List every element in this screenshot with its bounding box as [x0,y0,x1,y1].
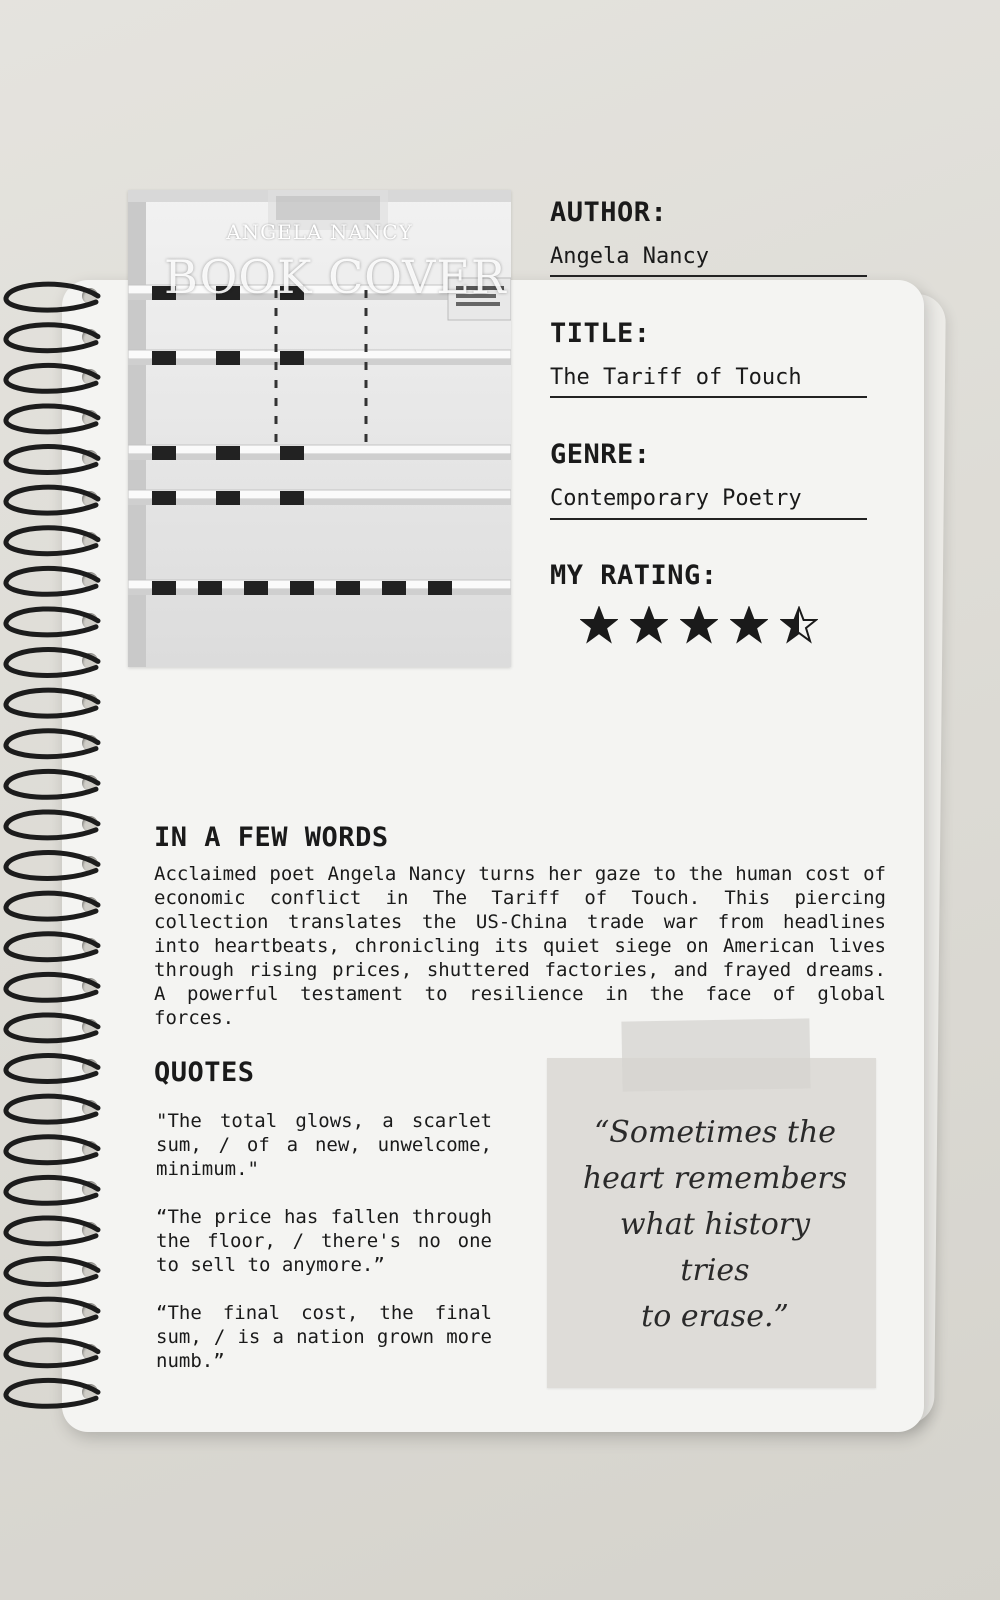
spiral-coil [6,406,98,432]
spiral-coil [6,1096,98,1122]
handwritten-line: to erase.” [641,1299,789,1334]
book-cover [128,190,511,667]
spiral-coil [6,1177,98,1203]
cover-shelf [128,490,511,499]
spiral-coil [6,690,98,716]
cover-shelf [128,580,511,589]
spiral-coil [6,609,98,635]
cover-price-tag [152,351,176,365]
handwritten-line: heart remembers [582,1161,848,1196]
quote-item: “The final cost, the final sum, / is a nation grown more numb.” [156,1302,492,1372]
spiral-binding [0,280,120,1430]
rating-label: MY RATING: [550,560,718,591]
genre-label: GENRE: [550,439,651,470]
cover-title: BOOK COVER [164,250,507,304]
spiral-coil [6,934,98,960]
cover-shelf-shadow [128,589,511,595]
spiral-coil [6,974,98,1000]
title-value: The Tariff of Touch [550,365,802,390]
quote-item: “The price has fallen through the floor, / there's no one to sell to anymore.” [156,1206,492,1276]
quote-item: "The total glows, a scarlet sum, / of a new, unwelcome, minimum." [156,1110,492,1180]
cover-price-tag [280,446,304,460]
genre-value: Contemporary Poetry [550,486,802,511]
author-underline [550,275,867,277]
cover-author: ANGELA NANCY [226,220,413,244]
handwritten-quote [555,1110,875,1340]
title-underline [550,396,867,398]
cover-price-tag [216,446,240,460]
spiral-coil [6,487,98,513]
cover-price-tag [280,351,304,365]
cover-price-tag [152,491,176,505]
spiral-coil [6,447,98,473]
cover-price-tag [152,581,176,595]
spiral-coil [6,893,98,919]
cover-price-tag [244,581,268,595]
spiral-coil [6,1137,98,1163]
spiral-coil [6,812,98,838]
handwritten-line: “Sometimes the [593,1115,837,1150]
spiral-coil [6,1340,98,1366]
spiral-coil [6,1015,98,1041]
spiral-coil [6,528,98,554]
genre-underline [550,518,867,520]
spiral-coil [6,731,98,757]
rating-stars [580,606,818,644]
cover-shelf [128,350,511,359]
cover-shelf-shadow [128,359,511,365]
handwritten-line: what history [619,1207,811,1242]
author-value: Angela Nancy [550,244,709,269]
handwritten-line: tries [680,1253,750,1288]
cover-price-tag [290,581,314,595]
spiral-coil [6,771,98,797]
spiral-coil [6,1218,98,1244]
star-full-icon [730,606,768,644]
cover-price-tag [198,581,222,595]
cover-price-tag [216,351,240,365]
star-full-icon [580,606,618,644]
spiral-coil [6,365,98,391]
summary-heading: IN A FEW WORDS [154,822,389,853]
spiral-coil [6,325,98,351]
cover-shelf-shadow [128,499,511,505]
quotes-heading: QUOTES [154,1057,255,1088]
cover-shelf [128,445,511,454]
cover-price-tag [280,491,304,505]
spiral-coil [6,284,98,310]
spiral-coil [6,568,98,594]
spiral-coil [6,650,98,676]
spiral-coil [6,1259,98,1285]
cover-shelf-shadow [128,454,511,460]
title-label: TITLE: [550,318,651,349]
star-full-icon [680,606,718,644]
cover-price-tag [382,581,406,595]
cover-price-tag [428,581,452,595]
spiral-coil [6,1380,98,1406]
spiral-coil [6,1056,98,1082]
cover-price-tag [216,491,240,505]
tape-strip [621,1018,810,1091]
star-half-icon [780,606,818,644]
summary-text: Acclaimed poet Angela Nancy turns her gaze to the human cost of economic conflict in The Tariff of Touch. This piercing collection translates the US-China trade war from headlines into heartbeats, chronicling its quiet siege on American lives through rising prices, shuttered factories, and frayed dreams. A powerful testament to resilience in the face of global forces. [154,863,886,1029]
spiral-coil [6,853,98,879]
spiral-coil [6,1299,98,1325]
author-label: AUTHOR: [550,197,668,228]
cover-price-tag [336,581,360,595]
star-full-icon [630,606,668,644]
cover-price-tag [152,446,176,460]
